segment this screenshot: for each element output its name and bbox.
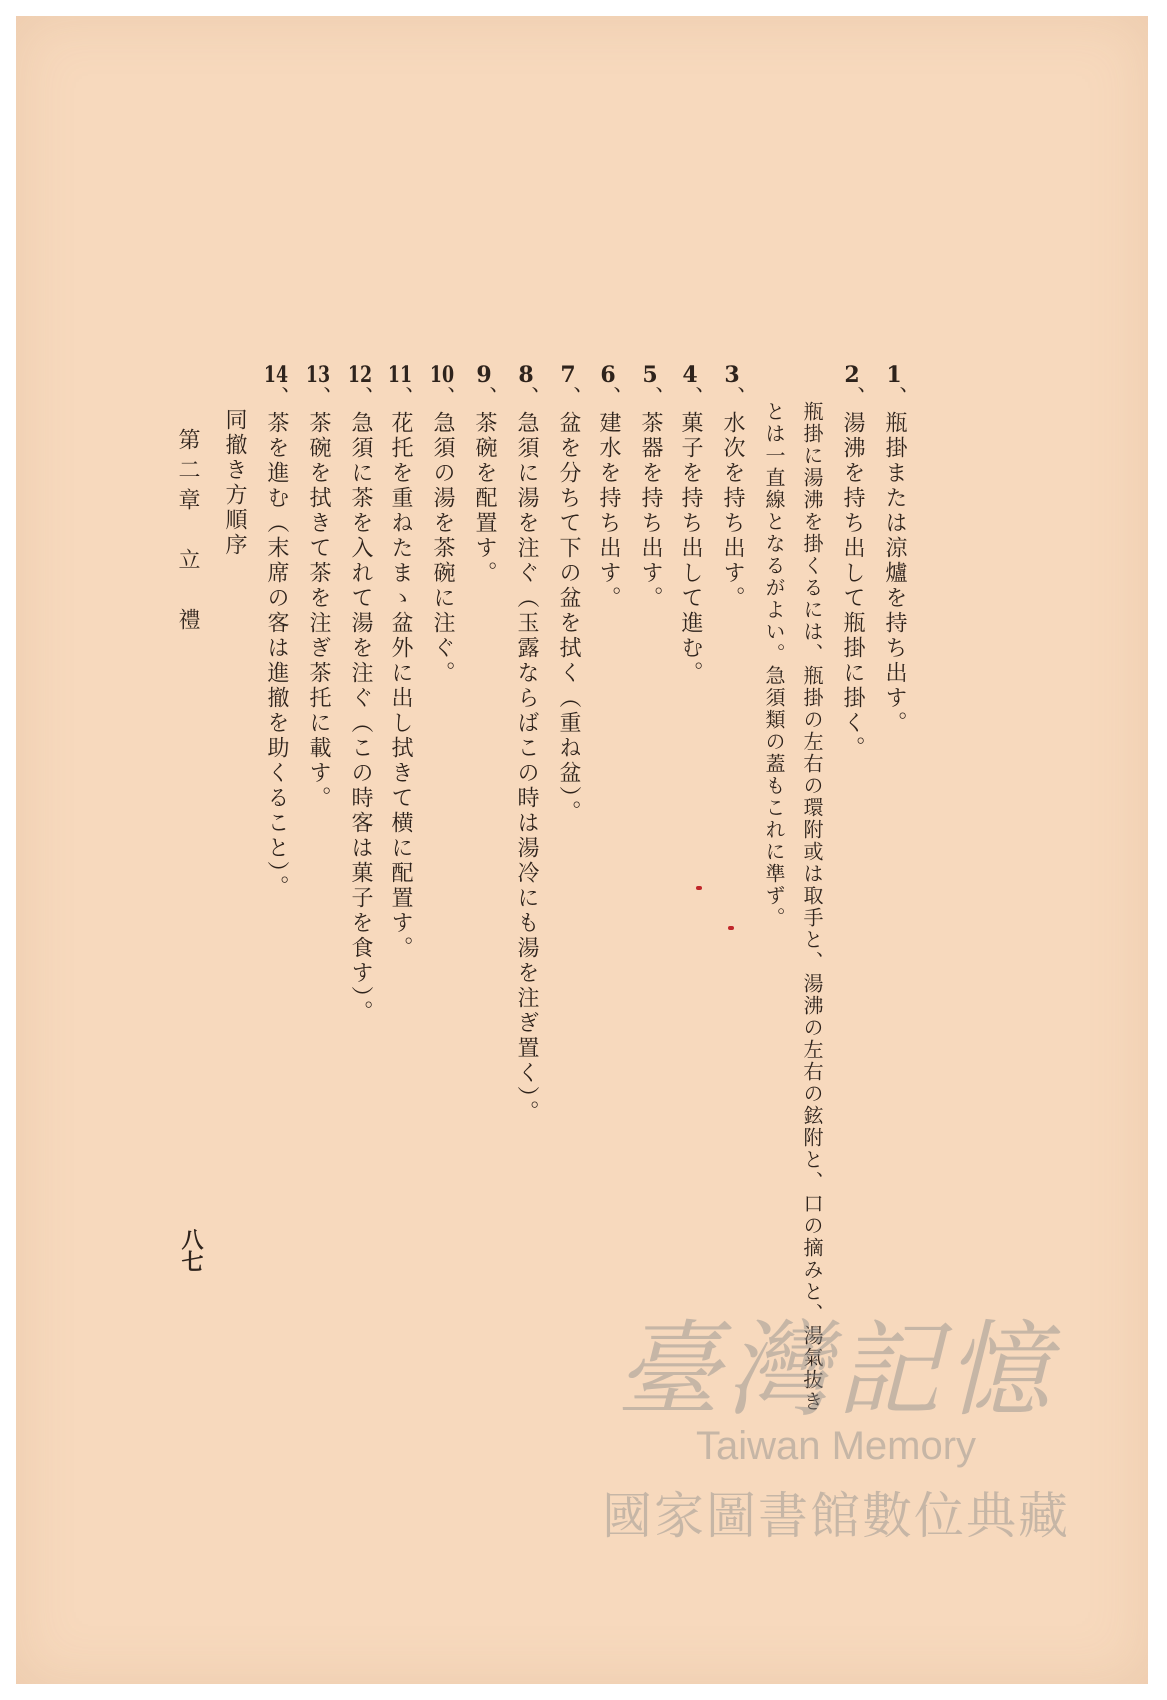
list-item <box>512 364 540 1125</box>
watermark-subtitle: 國家圖書館數位典藏 <box>602 1487 1070 1545</box>
item-number: 6 <box>600 364 616 386</box>
item-number: 14 <box>263 364 289 386</box>
running-head: 第二章 立 禮 <box>175 428 200 638</box>
item-text: 、湯沸を持ち出して瓶掛に掛く。 <box>840 386 865 761</box>
item-number: 13 <box>305 364 331 386</box>
item-text: 、水次を持ち出す。 <box>720 386 745 611</box>
list-item <box>594 364 622 611</box>
item-text: 、茶碗を拭きて茶を注ぎ茶托に載す。 <box>306 386 331 811</box>
list-item <box>346 364 374 1025</box>
list-item <box>304 364 332 811</box>
item-text: 、菓子を持ち出して進む。 <box>678 386 703 686</box>
section-heading <box>220 408 248 558</box>
item-text: 、茶碗を配置す。 <box>472 386 497 586</box>
page-number: 八七 <box>178 1228 204 1272</box>
list-item <box>386 364 414 961</box>
ink-mark <box>696 886 702 890</box>
item-number: 12 <box>347 364 373 386</box>
item-text: 、茶を進む（末席の客は進撤を助くること）。 <box>264 386 289 900</box>
list-item <box>554 364 582 825</box>
list-item <box>428 364 456 686</box>
item-number: 5 <box>642 364 658 386</box>
ink-mark <box>728 926 734 930</box>
list-item <box>718 364 746 611</box>
item-text: 、花托を重ねたまゝ盆外に出し拭きて横に配置す。 <box>388 386 413 961</box>
document-sheet <box>16 16 1148 1684</box>
item-number: 9 <box>476 364 492 386</box>
list-item <box>262 364 290 900</box>
list-item <box>676 364 704 686</box>
item-text: 、急須の湯を茶碗に注ぐ。 <box>430 386 455 686</box>
item-number: 10 <box>429 364 455 386</box>
item-number: 4 <box>682 364 698 386</box>
list-item <box>470 364 498 586</box>
item-number: 2 <box>844 364 860 386</box>
item-text: 、茶器を持ち出す。 <box>638 386 663 611</box>
item-text: 、急須に湯を注ぐ（玉露ならばこの時は湯冷にも湯を注ぎ置く）。 <box>514 386 539 1125</box>
item-text: とは一直線となるがよい。急須類の蓋もこれに準ず。 <box>762 401 786 929</box>
item-number: 7 <box>560 364 576 386</box>
item-number: 8 <box>518 364 534 386</box>
item-number: 1 <box>886 364 902 386</box>
item-text: 同撤き方順序 <box>222 408 247 558</box>
list-item <box>838 364 866 761</box>
list-item-note <box>760 401 788 929</box>
watermark-title: 臺灣記憶 <box>615 1309 1056 1431</box>
item-number: 3 <box>724 364 740 386</box>
watermark <box>556 1286 1116 1586</box>
list-item <box>880 364 908 736</box>
list-item-note <box>798 401 826 1413</box>
item-text: 瓶掛に湯沸を掛くるには、瓶掛の左右の環附或は取手と、湯沸の左右の鉉附と、口の摘みと、湯氣抜き <box>800 401 824 1413</box>
item-text: 、瓶掛または涼爐を持ち出す。 <box>882 386 907 736</box>
list-item <box>636 364 664 611</box>
item-text: 、建水を持ち出す。 <box>596 386 621 611</box>
item-text: 、急須に茶を入れて湯を注ぐ（この時客は菓子を食す）。 <box>348 386 373 1025</box>
watermark-english: Taiwan Memory <box>695 1424 977 1468</box>
item-number: 11 <box>387 364 413 386</box>
item-text: 、盆を分ちて下の盆を拭く（重ね盆）。 <box>556 386 581 825</box>
